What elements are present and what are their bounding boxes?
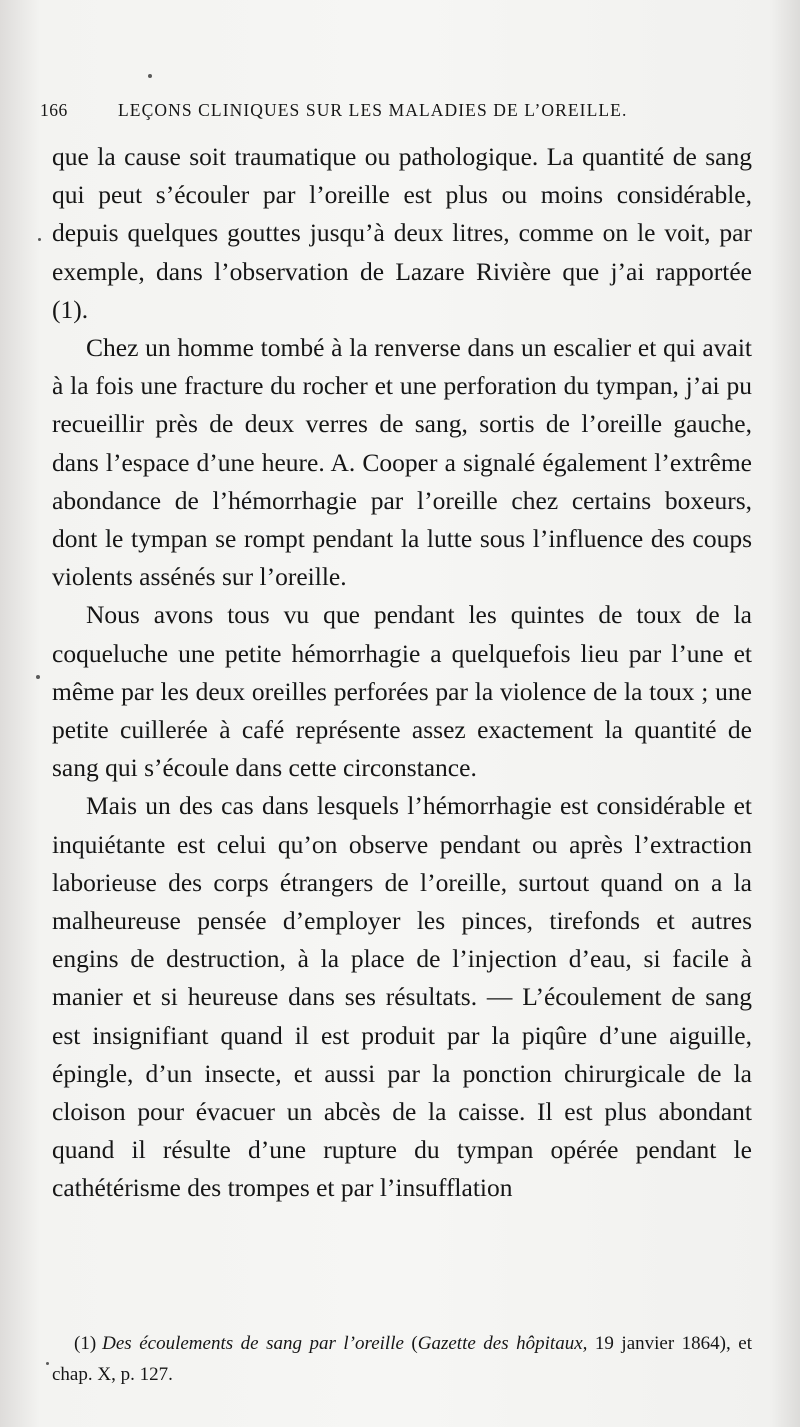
footnote-marker: (1) xyxy=(74,1333,97,1354)
footnote-title: Des écoulements de sang par l’oreille xyxy=(102,1333,404,1354)
footnotes xyxy=(52,1328,752,1390)
paragraph: Chez un homme tombé à la renverse dans un escalier et qui avait à la fois une fracture du rocher et une perforation du tympan, j’ai pu recueillir près de deux verres de sang, sortis de l’oreille gauche, dans l’espace d’une heure. A. Cooper a signalé également l’extrême abondance de l’hémorrhagie par l’oreille chez certains boxeurs, dont le tympan se rompt pendant la lutte sous l’influence des coups violents assénés sur l’oreille. xyxy=(52,333,752,592)
paragraph: Mais un des cas dans lesquels l’hémorrhagie est considérable et inquiétante est celui qu’on observe pendant ou après l’extraction laborieuse des corps étrangers de l’oreille, surtout quand on a la malheureuse pensée d’employer les pinces, tirefonds et autres engins de destruction, à la place de l’injection d’eau, si facile à manier et si heureuse dans ses résultats. — L’écoulement de sang est insignifiant quand il est produit par la piqûre d’une aiguille, épingle, d’un insecte, et aussi par la ponction chirurgicale de la cloison pour évacuer un abcès de la caisse. Il est plus abondant quand il résulte d’une rupture du tympan opérée pendant le cathétérisme des trompes et par l’insufflation xyxy=(52,791,752,1203)
paper-speck xyxy=(36,675,40,679)
paragraph: que la cause soit traumatique ou pathologique. La quantité de sang qui peut s’écouler par l’oreille est plus ou moins considérable, depuis quelques gouttes jusqu’à deux litres, comme on le voit, par exemple, dans l’observation de Lazare Rivière que j’ai rapportée (1). xyxy=(52,142,752,324)
paper-speck xyxy=(148,74,152,78)
body-text xyxy=(52,138,752,1208)
paper-speck xyxy=(46,1362,49,1365)
footnote-journal: Gazette des hôpitaux, xyxy=(417,1333,588,1354)
running-title: LEÇONS CLINIQUES SUR LES MALADIES DE L’OREILLE. xyxy=(118,100,628,120)
running-head xyxy=(40,100,760,128)
paragraph: Nous avons tous vu que pendant les quintes de toux de la coqueluche une petite hémorrhagie a quelquefois lieu par l’une et même par les deux oreilles perforées par la violence de la toux ; une petite cuillerée à café représente assez exactement la quantité de sang qui s’écoule dans cette circonstance. xyxy=(52,600,752,783)
page-number: 166 xyxy=(40,100,68,120)
footnote-open-paren: ( xyxy=(403,1333,418,1354)
paper-speck xyxy=(38,238,41,241)
footnote xyxy=(52,1328,752,1390)
footnote-reference: 19 janvier 1864), et chap. X, p. 127. xyxy=(52,1333,752,1385)
